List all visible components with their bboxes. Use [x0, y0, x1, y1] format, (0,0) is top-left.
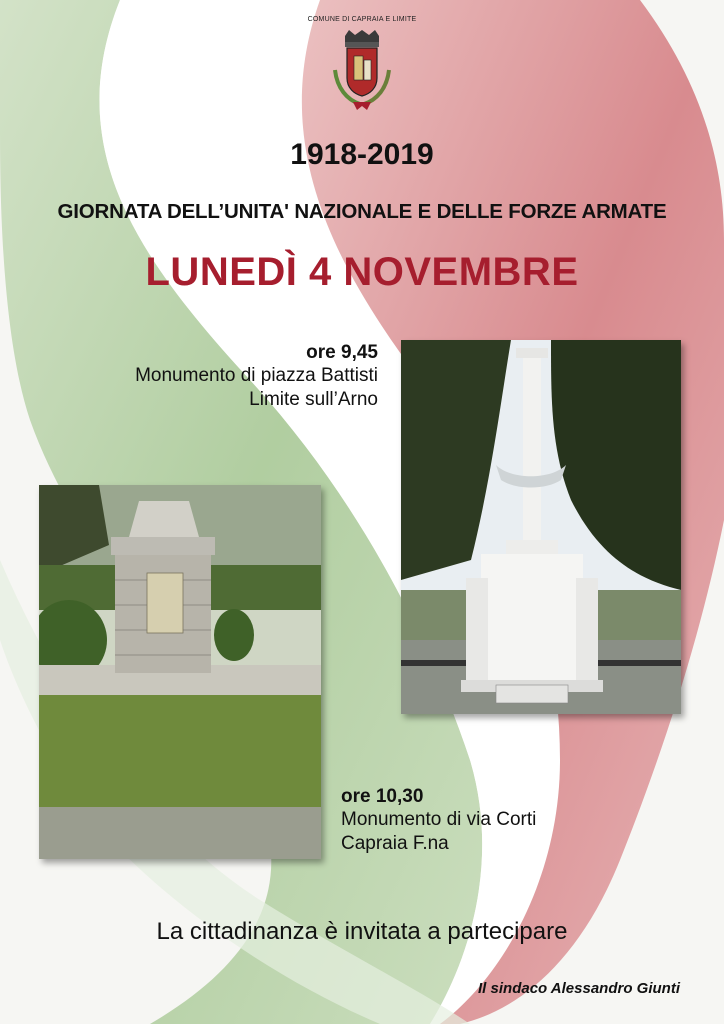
event-place-2: Monumento di via Corti	[341, 809, 537, 830]
event-town-1: Limite sull’Arno	[249, 389, 378, 410]
event-town-2: Capraia F.na	[341, 833, 449, 854]
event-time-1: ore 9,45	[306, 342, 378, 363]
municipal-crest-icon	[327, 30, 397, 120]
event-date: LUNEDÌ 4 NOVEMBRE	[145, 250, 579, 294]
invitation-text: La cittadinanza è invitata a partecipare	[156, 918, 568, 945]
monument-photo-battisti	[401, 340, 681, 714]
comune-name: COMUNE DI CAPRAIA E LIMITE	[307, 16, 417, 23]
event-block-1	[135, 342, 378, 412]
event-title: GIORNATA DELL’UNITA' NAZIONALE E DELLE FORZE ARMATE	[57, 200, 667, 223]
event-time-2: ore 10,30	[341, 786, 424, 807]
event-place-1: Monumento di piazza Battisti	[135, 365, 378, 386]
mayor-signature: Il sindaco Alessandro Giunti	[478, 980, 680, 997]
monument-photo-via-corti	[39, 485, 321, 859]
event-years: 1918-2019	[290, 138, 434, 171]
event-block-2	[341, 786, 536, 856]
